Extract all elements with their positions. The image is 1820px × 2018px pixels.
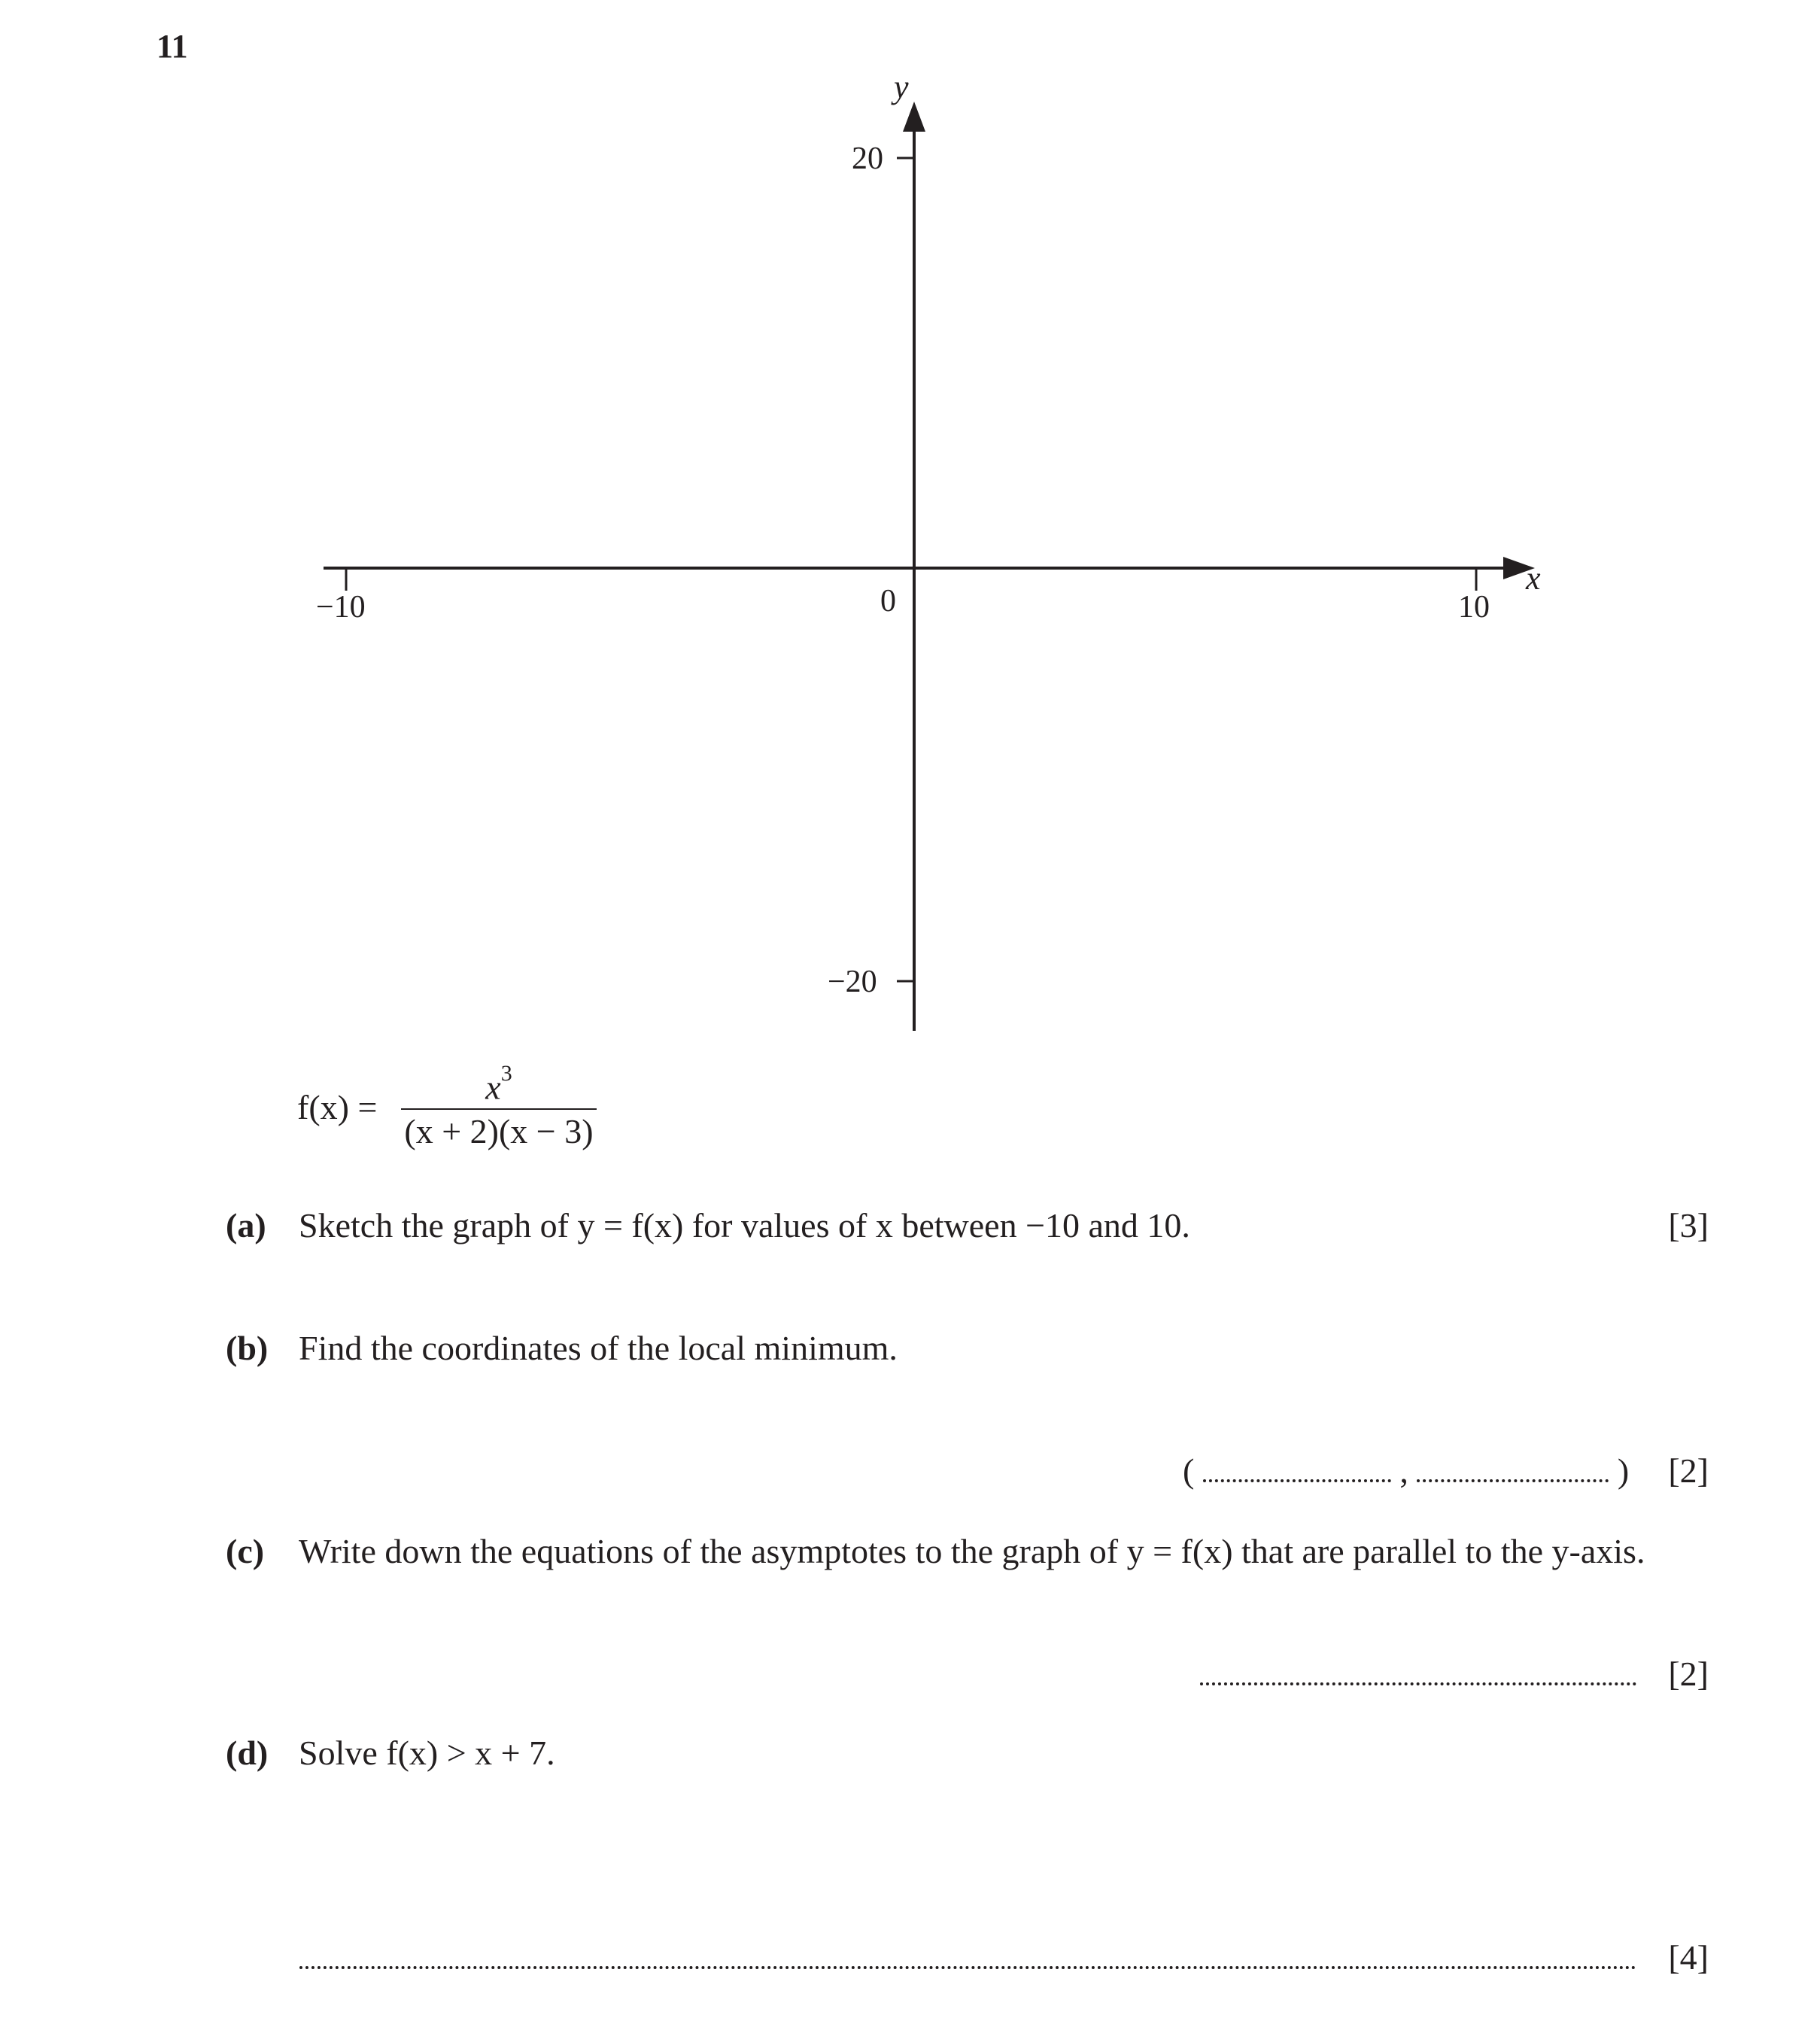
part-d-marks: [4] <box>1668 1938 1709 1977</box>
numerator-base: x <box>485 1068 501 1107</box>
answer-close-paren: ) <box>1617 1451 1630 1490</box>
fraction-denominator: (x + 2)(x − 3) <box>404 1112 594 1150</box>
question-number: 11 <box>156 28 188 65</box>
answer-line-d[interactable] <box>299 1966 1636 1969</box>
part-d-text: Solve f(x) > x + 7. <box>299 1734 555 1772</box>
part-c-marks: [2] <box>1668 1655 1709 1693</box>
x-tick-label-neg10: −10 <box>316 590 366 625</box>
part-c-label: (c) <box>226 1532 265 1570</box>
answer-line-x[interactable] <box>1203 1479 1391 1482</box>
part-d-answer <box>299 1937 1636 1977</box>
part-c-answer <box>1200 1654 1636 1694</box>
answer-line-c[interactable] <box>1200 1682 1636 1685</box>
x-tick-label-10: 10 <box>1458 590 1490 625</box>
x-axis-label: x <box>1526 560 1541 597</box>
part-a-label: (a) <box>226 1206 266 1245</box>
answer-open-paren: ( <box>1183 1451 1195 1490</box>
part-a-marks: [3] <box>1668 1206 1709 1245</box>
numerator-exponent: 3 <box>500 1061 512 1086</box>
part-b-marks: [2] <box>1668 1451 1709 1490</box>
function-lhs: f(x) = <box>297 1088 378 1126</box>
part-a <box>226 1205 1190 1245</box>
part-a-text: Sketch the graph of y = f(x) for values of x between −10 and 10. <box>299 1206 1190 1245</box>
answer-separator: , <box>1399 1451 1408 1490</box>
part-c <box>226 1531 1645 1571</box>
part-b-text: Find the coordinates of the local minimum. <box>299 1329 898 1367</box>
part-b <box>226 1328 898 1368</box>
fraction-bar <box>401 1108 597 1110</box>
y-tick-label-20: 20 <box>852 141 883 176</box>
answer-line-y[interactable] <box>1417 1479 1609 1482</box>
part-d <box>226 1733 555 1773</box>
part-c-text: Write down the equations of the asymptotes to the graph of y = f(x) that are parallel to the y-axis. <box>299 1532 1645 1570</box>
y-tick-label-neg20: −20 <box>828 965 877 999</box>
y-axis-arrow <box>903 102 925 132</box>
origin-label: 0 <box>880 584 896 618</box>
y-axis-label: y <box>894 68 909 105</box>
part-d-label: (d) <box>226 1734 269 1772</box>
part-b-label: (b) <box>226 1329 269 1367</box>
part-b-answer <box>1183 1451 1629 1491</box>
fraction-numerator <box>401 1061 597 1107</box>
